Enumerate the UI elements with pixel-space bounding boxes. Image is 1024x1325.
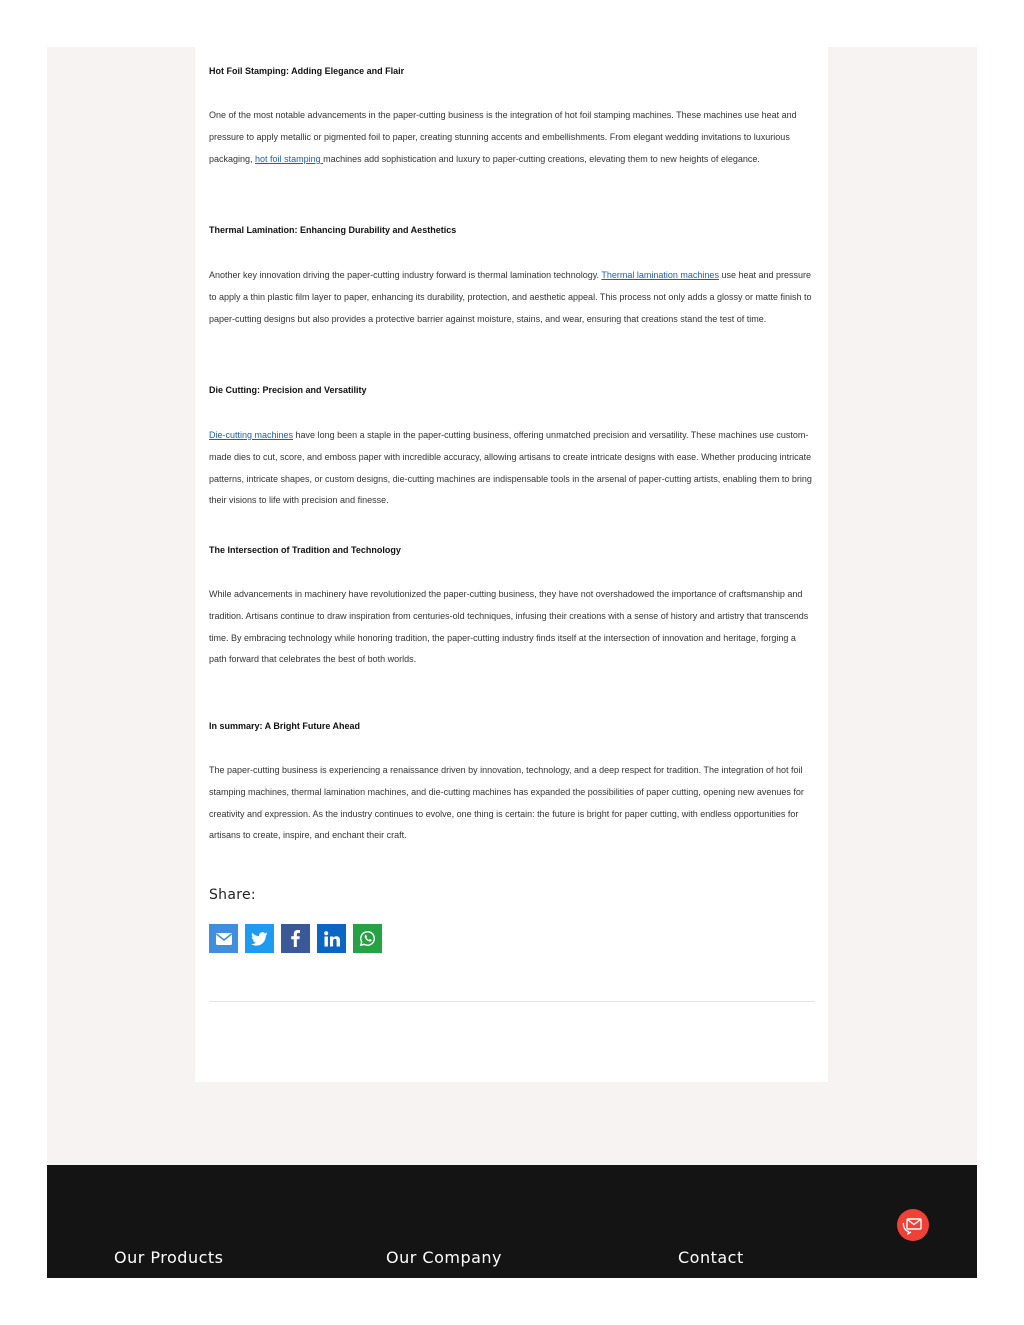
content-divider (209, 1001, 815, 1002)
section-paragraph-die-cutting (209, 425, 815, 512)
paragraph-text: While advancements in machinery have revolutionized the paper-cutting business, they have not overshadowed the importance of craftsmanship and tradition. Artisans continue to draw inspiration from centuries-old techniques, infusing their creations with a sense of history and artistry that transcends time. By embracing technology while honoring tradition, the paper-cutting industry finds itself at the intersection of innovation and heritage, forging a path forward that celebrates the best of both worlds. (209, 589, 809, 665)
share-whatsapp-button[interactable] (353, 924, 382, 953)
share-facebook-button[interactable] (281, 924, 310, 953)
paragraph-text: The paper-cutting business is experiencing a renaissance driven by innovation, technology, and a deep respect for tradition. The integration of hot foil stamping machines, thermal lamination machines, and die-cutting machines has expanded the possibilities of paper cutting, opening new avenues for creativity and expression. As the industry continues to evolve, one thing is certain: the future is bright for paper cutting, with endless opportunities for artisans to create, inspire, and enchant their craft. (209, 765, 804, 841)
mail-chat-icon (902, 1215, 924, 1235)
hot-foil-stamping-link[interactable]: hot foil stamping (255, 153, 324, 164)
die-cutting-link[interactable]: Die-cutting machines (209, 430, 294, 440)
paragraph-text: Another key innovation driving the paper-cutting industry forward is thermal lamination technology. (209, 270, 602, 280)
section-heading-tradition-technology: The Intersection of Tradition and Technology (209, 545, 401, 555)
facebook-icon (291, 930, 300, 947)
section-paragraph-thermal-lamination (209, 265, 815, 330)
paragraph-text: use heat and pressure to apply a thin plastic film layer to paper, enhancing its durability, protection, and aesthetic appeal. This process not only adds a glossy or matte finish to paper-cutting designs but also provides a protective barrier against moisture, stains, and wear, ensuring that creations stand the test of time. (209, 270, 812, 324)
whatsapp-icon (359, 930, 376, 947)
paragraph-text: One of the most notable advancements in the paper-cutting business is the integration of hot foil stamping machines. These machines use heat and pressure to apply metallic or pigmented foil to paper, creating stunning accents and embellishments. From elegant wedding invitations to luxurious packaging, (209, 110, 797, 164)
share-twitter-button[interactable] (245, 924, 274, 953)
site-footer (47, 1165, 977, 1278)
thermal-lamination-link[interactable]: Thermal lamination machines (601, 270, 719, 280)
section-heading-thermal-lamination: Thermal Lamination: Enhancing Durability and Aesthetics (209, 225, 457, 235)
share-title: Share: (209, 887, 256, 903)
share-linkedin-button[interactable] (317, 924, 346, 953)
section-paragraph-summary (209, 760, 815, 847)
envelope-icon (216, 933, 232, 945)
paragraph-text: have long been a staple in the paper-cutting business, offering unmatched precision and versatility. These machines use custom-made dies to cut, score, and emboss paper with incredible accuracy, allowing artisans to create intricate designs with ease. Whether producing intricate patterns, intricate shapes, or custom designs, die-cutting machines are indispensable tools in the arsenal of paper-cutting artists, enabling them to bring their visions to life with precision and finesse. (209, 430, 812, 506)
footer-heading-company: Our Company (386, 1248, 503, 1267)
section-heading-die-cutting: Die Cutting: Precision and Versatility (209, 385, 367, 395)
footer-heading-contact: Contact (678, 1248, 744, 1267)
section-heading-hot-foil: Hot Foil Stamping: Adding Elegance and Flair (209, 66, 405, 76)
linkedin-icon (324, 931, 340, 947)
section-heading-summary: In summary: A Bright Future Ahead (209, 721, 361, 731)
twitter-icon (251, 932, 268, 946)
footer-heading-products: Our Products (114, 1248, 224, 1267)
section-paragraph-tradition-technology (209, 584, 815, 671)
contact-chat-button[interactable] (897, 1209, 929, 1241)
paragraph-text: machines add sophistication and luxury to paper-cutting creations, elevating them to new heights of elegance. (323, 153, 760, 164)
section-paragraph-hot-foil (209, 105, 815, 170)
share-email-button[interactable] (209, 924, 238, 953)
